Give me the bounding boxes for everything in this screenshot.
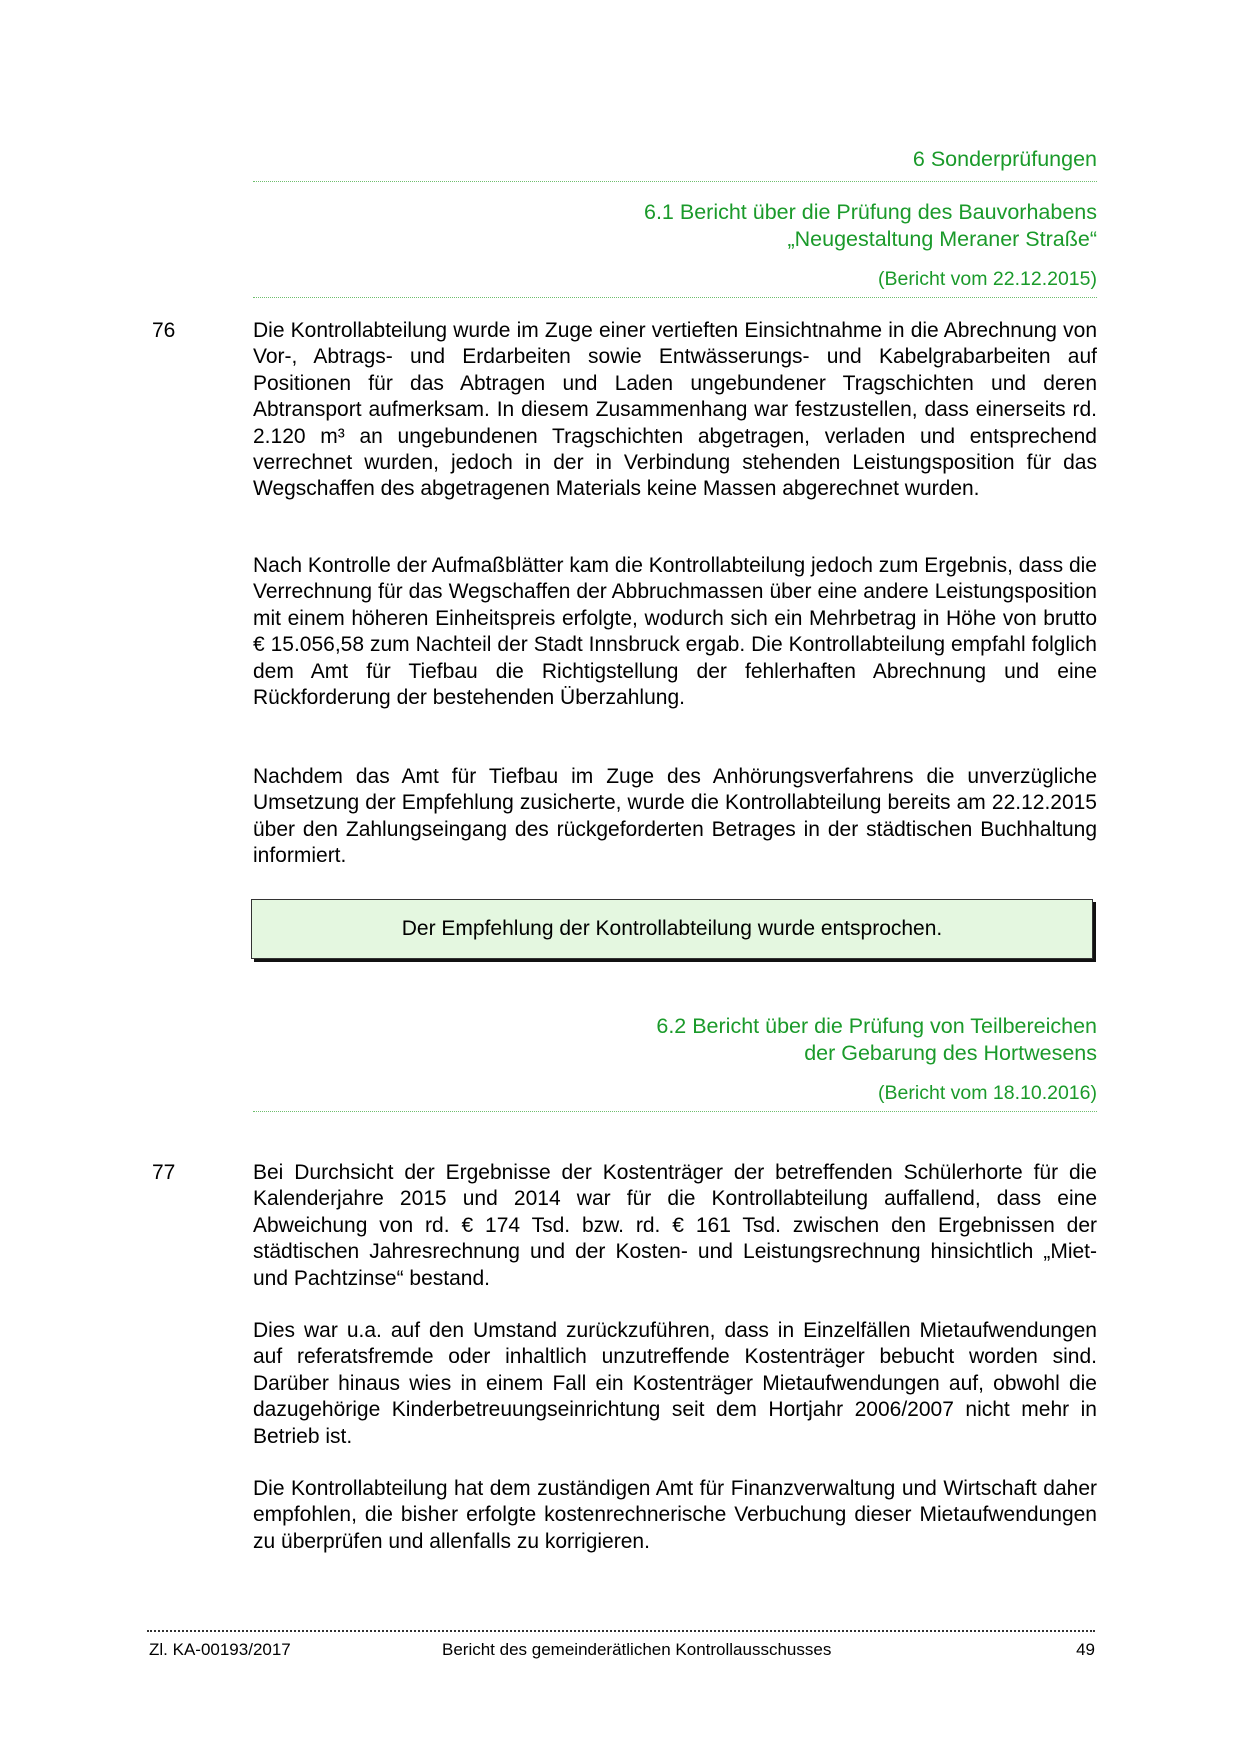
footer-divider [147, 1630, 1095, 1632]
paragraph-77-text-1: Bei Durchsicht der Ergebnisse der Kostenträger der betreffenden Schülerhorte für die Kalenderjahre 2015 und 2014 war für die Kontrollabteilung auffallend, dass eine Abweichung von rd. € 174 Tsd. bzw. rd. € 161 Tsd. zwischen den Ergebnissen der städtischen Jahresrechnung und der Kosten- und Leistungsrechnung hinsichtlich „Miet- und Pachtzinse“ bestand. [253, 1161, 1097, 1290]
footer-title: Bericht des gemeinderätlichen Kontrollausschusses [442, 1640, 832, 1659]
chapter-title: 6 Sonderprüfungen [912, 147, 1097, 171]
paragraph-76-text-2: Nach Kontrolle der Aufmaßblätter kam die Kontrollabteilung jedoch zum Ergebnis, dass die Verrechnung für das Wegschaffen der Abbruchmassen über eine andere Leistungsposition mit einem höheren Einheitspreis erfolgte, wodurch sich ein Mehrbetrag in Höhe von brutto € 15.056,58 zum Nachteil der Stadt Innsbruck ergab. Die Kontrollabteilung empfahl folglich dem Amt für Tiefbau die Richtigstellung der fehlerhaften Abrechnung und eine Rückforderung der bestehenden Überzahlung. [253, 554, 1097, 710]
section-6-2-title-line1: 6.2 Bericht über die Prüfung von Teilbereichen [656, 1014, 1097, 1038]
recommendation-box-text: Der Empfehlung der Kontrollabteilung wurde entsprochen. [401, 917, 943, 940]
section-6-2-date: (Bericht vom 18.10.2016) [878, 1082, 1097, 1104]
section-6-2-divider [253, 1111, 1097, 1112]
paragraph-76-text-1: Die Kontrollabteilung wurde im Zuge einer vertieften Einsichtnahme in die Abrechnung von Vor-, Abtrags- und Erdarbeiten sowie Entwässerungs- und Kabelgrabarbeiten auf Positionen für das Abtragen und Laden ungebundener Tragschichten und deren Abtransport aufmerksam. In diesem Zusammenhang war festzustellen, dass einerseits rd. 2.120 m³ an ungebundenen Tragschichten abgetragen, verladen und entsprechend verrechnet wurden, jedoch in der in Verbindung stehenden Leistungsposition für das Wegschaffen des abgetragenen Materials keine Massen abgerechnet wurden. [253, 319, 1097, 501]
section-6-1-divider [253, 297, 1097, 298]
chapter-divider [253, 181, 1097, 182]
paragraph-number-76: 76 [152, 319, 176, 342]
paragraph-number-77: 77 [152, 1161, 176, 1184]
paragraph-77-text-3: Die Kontrollabteilung hat dem zuständigen Amt für Finanzverwaltung und Wirtschaft daher empfohlen, die bisher erfolgte kostenrechnerische Verbuchung dieser Mietaufwendungen zu überprüfen und allenfalls zu korrigieren. [253, 1477, 1097, 1553]
section-6-1-title-line2: „Neugestaltung Meraner Straße“ [787, 227, 1097, 251]
section-6-1-title [644, 199, 1097, 253]
paragraph-76-text-3: Nachdem das Amt für Tiefbau im Zuge des Anhörungsverfahrens die unverzügliche Umsetzung der Empfehlung zusicherte, wurde die Kontrollabteilung bereits am 22.12.2015 über den Zahlungseingang des rückgeforderten Betrages in der städtischen Buchhaltung informiert. [253, 765, 1097, 868]
recommendation-box [251, 899, 1093, 959]
page-number: 49 [1076, 1640, 1095, 1659]
section-6-1-date: (Bericht vom 22.12.2015) [878, 268, 1097, 290]
paragraph-77-text-2: Dies war u.a. auf den Umstand zurückzuführen, dass in Einzelfällen Mietaufwendungen auf referatsfremde oder inhaltlich unzutreffende Kostenträger bebucht worden sind. Darüber hinaus wies in einem Fall ein Kostenträger Mietaufwendungen auf, obwohl die dazugehörige Kinderbetreuungseinrichtung seit dem Hortjahr 2006/2007 nicht mehr in Betrieb ist. [253, 1319, 1097, 1448]
footer-reference: Zl. KA-00193/2017 [149, 1640, 291, 1659]
section-6-2-title [656, 1013, 1097, 1067]
section-6-2-title-line2: der Gebarung des Hortwesens [804, 1041, 1097, 1065]
section-6-1-title-line1: 6.1 Bericht über die Prüfung des Bauvorhabens [644, 200, 1097, 224]
